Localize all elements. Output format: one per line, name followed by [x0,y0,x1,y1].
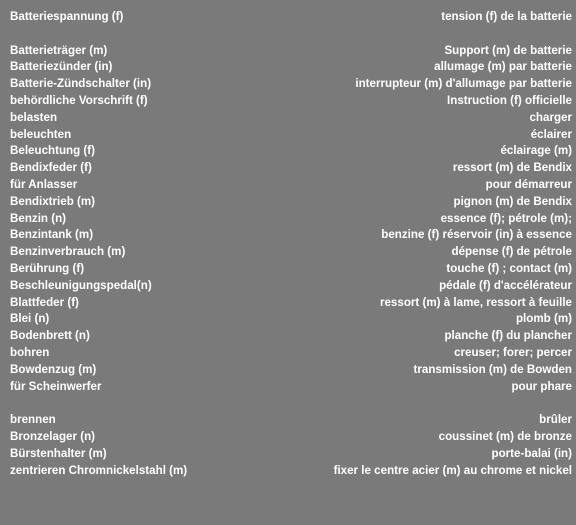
french-term: pour démarreur [485,177,572,191]
german-term: Bowdenzug (m) [10,362,97,376]
german-term: brennen [10,413,56,427]
glossary-row [0,44,576,61]
glossary-row [0,60,576,77]
german-term: bohren [10,345,50,359]
glossary-row [0,77,576,94]
french-term: ressort (m) à lame, ressort à feuille [379,295,572,309]
glossary-spacer [0,27,576,44]
german-term: Berührung (f) [10,261,85,275]
glossary-row [0,413,576,430]
glossary-row [0,346,576,363]
french-term: benzine (f) réservoir (in) à essence [381,228,572,242]
german-term: Bürstenhalter (m) [10,446,107,460]
french-term: essence (f); pétrole (m); [440,211,572,225]
german-term: Benzinverbrauch (m) [10,245,126,259]
glossary-row [0,228,576,245]
glossary-row [0,363,576,380]
german-term: für Scheinwerfer [10,379,102,393]
glossary-row [0,262,576,279]
french-term: tension (f) de la batterie [441,10,572,23]
french-term: dépense (f) de pétrole [451,245,572,259]
german-term: Benzintank (m) [10,228,94,242]
french-term: interrupteur (m) d'allumage par batterie [355,77,572,91]
french-term: creuser; forer; percer [454,345,572,359]
french-term: allumage (m) par batterie [434,60,572,74]
french-term: plomb (m) [515,312,572,326]
glossary-row [0,430,576,447]
german-term: für Anlasser [10,177,78,191]
glossary-row [0,312,576,329]
french-term: pignon (m) de Bendix [453,194,572,208]
french-term: porte-balai (in) [491,446,572,460]
german-term: Bronzelager (n) [10,429,96,443]
german-term: Bendixfeder (f) [10,161,92,175]
glossary-row [0,144,576,161]
german-term: Beleuchtung (f) [10,144,96,158]
german-term: beleuchten [10,127,72,141]
glossary-row [0,195,576,212]
french-term: Support (m) de batterie [444,43,572,57]
german-term: Batteriespannung (f) [10,10,124,23]
glossary-spacer [0,396,576,413]
glossary-row [0,296,576,313]
french-term: coussinet (m) de bronze [438,429,572,443]
french-term: fixer le centre acier (m) au chrome et nickel [333,463,572,477]
glossary-row [0,447,576,464]
glossary-row [0,111,576,128]
glossary-list [0,10,576,480]
german-term: zentrieren Chromnickelstahl (m) [10,463,188,477]
french-term: éclairage (m) [500,144,572,158]
glossary-row [0,94,576,111]
glossary-row [0,279,576,296]
german-term: belasten [10,110,58,124]
french-term: brûler [539,413,572,427]
french-term: éclairer [530,127,572,141]
french-term: Instruction (f) officielle [447,93,572,107]
glossary-row [0,10,576,27]
french-term: touche (f) ; contact (m) [446,261,572,275]
german-term: Bendixtrieb (m) [10,194,96,208]
glossary-row [0,178,576,195]
french-term: charger [529,110,572,124]
german-term: Batterie-Zündschalter (in) [10,77,152,91]
french-term: transmission (m) de Bowden [413,362,572,376]
glossary-row [0,161,576,178]
french-term: pour phare [511,379,572,393]
german-term: Benzin (n) [10,211,67,225]
glossary-row [0,245,576,262]
glossary-row [0,380,576,397]
french-term: pédale (f) d'accélérateur [439,278,572,292]
german-term: Bodenbrett (n) [10,329,90,343]
glossary-row [0,329,576,346]
german-term: Beschleunigungspedal(n) [10,278,152,292]
glossary-row [0,212,576,229]
french-term: planche (f) du plancher [444,329,572,343]
german-term: Batterieträger (m) [10,43,108,57]
german-term: Blattfeder (f) [10,295,79,309]
german-term: behördliche Vorschrift (f) [10,93,148,107]
german-term: Blei (n) [10,312,50,326]
glossary-row [0,128,576,145]
glossary-row [0,464,576,481]
french-term: ressort (m) de Bendix [452,161,572,175]
german-term: Batteriezünder (in) [10,60,113,74]
